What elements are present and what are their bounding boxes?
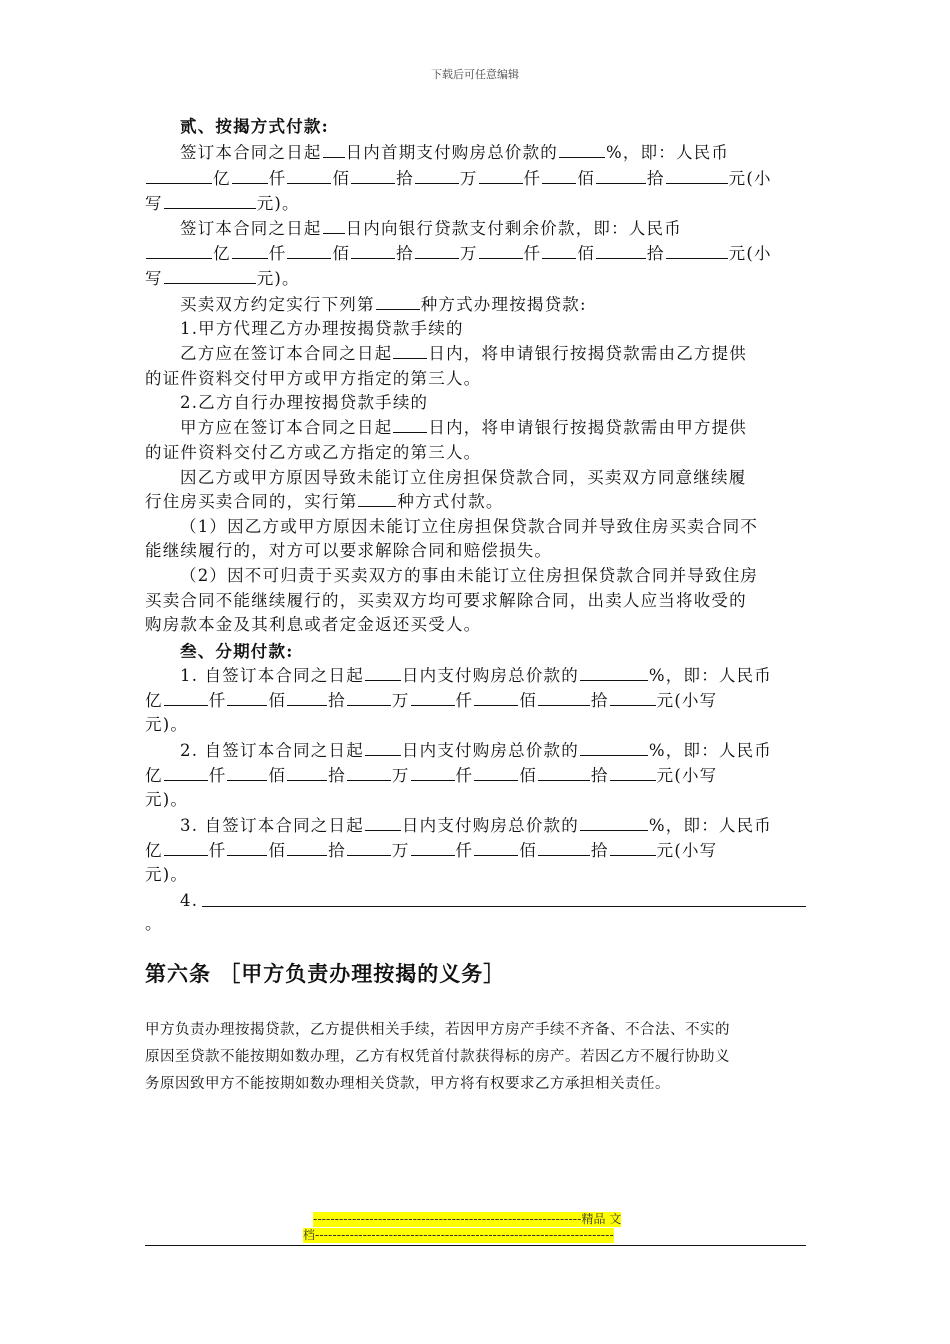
installment-line: 2. 自签订本合同之日起 日内支付购房总价款的 %，即：人民币 <box>180 741 773 760</box>
amount-line-end: 写 元)。 <box>145 269 300 288</box>
installment-4-label: 4. <box>180 891 199 910</box>
footer-rule <box>145 1245 806 1246</box>
clause-line: 乙方应在签订本合同之日起 日内，将申请银行按揭贷款需由乙方提供 <box>180 344 748 363</box>
blank-line <box>202 906 806 907</box>
installment-amount-line: 亿 仟 佰 拾 万 仟 佰 拾 元(小写 <box>145 766 718 785</box>
clause-line: 签订本合同之日起 日内向银行贷款支付剩余价款，即：人民币 <box>180 219 682 238</box>
clause-line: （1）因乙方或甲方原因未能订立住房担保贷款合同并导致住房买卖合同不 <box>180 517 759 536</box>
installment-amount-line: 亿 仟 佰 拾 万 仟 佰 拾 元(小写 <box>145 841 718 860</box>
clause-line: 能继续履行的，对方可以要求解除合同和赔偿损失。 <box>145 541 553 560</box>
clause-line: 因乙方或甲方原因导致未能订立住房担保贷款合同，买卖双方同意继续履 <box>180 468 747 487</box>
page-header: 下载后可任意编辑 <box>431 68 519 81</box>
installment-line: 3. 自签订本合同之日起 日内支付购房总价款的 %，即：人民币 <box>180 816 773 835</box>
clause-line: 行住房买卖合同的，实行第 种方式付款。 <box>145 492 504 511</box>
amount-line-end: 写 元)。 <box>145 194 300 213</box>
installment-end: 元)。 <box>145 790 189 809</box>
clause-line: 甲方应在签订本合同之日起 日内，将申请银行按揭贷款需由甲方提供 <box>180 418 748 437</box>
clause-line: 2.乙方自行办理按揭贷款手续的 <box>180 393 429 412</box>
article-paragraph-line: 务原因致甲方不能按期如数办理相关贷款，甲方将有权要求乙方承担相关责任。 <box>145 1076 670 1092</box>
installment-end: 元)。 <box>145 715 189 734</box>
article-paragraph-line: 原因至贷款不能按期如数办理，乙方有权凭首付款获得标的房产。若因乙方不履行协助义 <box>145 1049 730 1065</box>
section-title-2: 贰、按揭方式付款: <box>180 117 329 136</box>
article-heading: 第六条 ［甲方负责办理按揭的义务］ <box>145 962 506 986</box>
installment-line: 1. 自签订本合同之日起 日内支付购房总价款的 %，即：人民币 <box>180 666 773 685</box>
clause-line: 的证件资料交付甲方或甲方指定的第三人。 <box>145 369 482 388</box>
article-paragraph-line: 甲方负责办理按揭贷款，乙方提供相关手续，若因甲方房产手续不齐备、不合法、不实的 <box>145 1022 730 1038</box>
clause-line: 的证件资料交付乙方或乙方指定的第三人。 <box>145 443 482 462</box>
section-title-3: 叁、分期付款: <box>180 642 294 661</box>
clause-line: 1.甲方代理乙方办理按揭贷款手续的 <box>180 319 464 338</box>
clause-line: 购房款本金及其利息或者定金返还买受人。 <box>145 615 482 634</box>
period-mark: 。 <box>145 914 163 933</box>
footer-watermark-line1: --------------------------------------------------------------精品 文 <box>313 1212 622 1226</box>
installment-amount-line: 亿 仟 佰 拾 万 仟 佰 拾 元(小写 <box>145 691 718 710</box>
clause-line: （2）因不可归责于买卖双方的事由未能订立住房担保贷款合同并导致住房 <box>180 566 759 585</box>
amount-line: 亿 仟 佰 拾 万 仟 佰 拾 元(小 <box>145 168 772 190</box>
clause-line: 买卖合同不能继续履行的，买卖双方均可要求解除合同，出卖人应当将收受的 <box>145 591 747 610</box>
clause-line: 签订本合同之日起 日内首期支付购房总价款的 %，即：人民币 <box>180 143 730 162</box>
amount-line: 亿 仟 佰 拾 万 仟 佰 拾 元(小 <box>145 243 772 265</box>
clause-line: 买卖双方约定实行下列第 种方式办理按揭贷款: <box>180 295 587 314</box>
installment-end: 元)。 <box>145 865 189 884</box>
footer-watermark-line2: 档--------------------------------------------------------------------- <box>303 1228 614 1242</box>
